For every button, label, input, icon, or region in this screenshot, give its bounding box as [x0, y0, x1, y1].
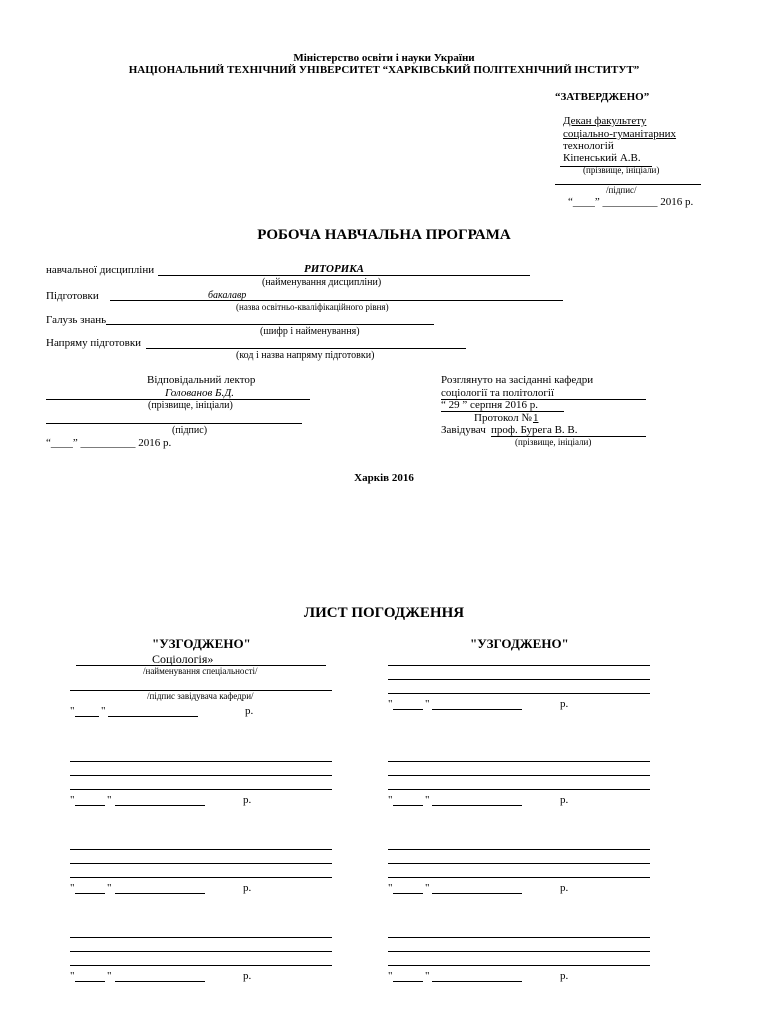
date-day-line	[393, 981, 423, 982]
speciality-value: Соціологія»	[152, 652, 214, 666]
date-day-line	[75, 981, 105, 982]
left-block3-line3	[70, 877, 332, 878]
right-block1-line1	[388, 665, 650, 666]
left-block4-line2	[70, 951, 332, 952]
left-block3-line1	[70, 849, 332, 850]
date-month-line	[108, 716, 198, 717]
date-day-line	[75, 805, 105, 806]
date-month-line	[115, 893, 205, 894]
date-quote-open: "	[70, 970, 75, 982]
right-block1-line3	[388, 693, 650, 694]
protocol-number: 1	[533, 412, 539, 424]
right-block3-line2	[388, 863, 650, 864]
date-quote-open: "	[388, 698, 393, 710]
head-label: Завідувач	[441, 424, 486, 436]
date-month-line	[115, 981, 205, 982]
date-quote-close: "	[425, 698, 430, 710]
right-block4-line1	[388, 937, 650, 938]
field-line	[106, 324, 434, 325]
lecturer-date: “____” __________ 2016 р.	[46, 437, 172, 449]
date-quote-close: "	[425, 882, 430, 894]
date-suffix: р.	[560, 698, 569, 710]
lecturer-name-caption: (прізвище, ініціали)	[148, 400, 233, 411]
training-line	[110, 300, 563, 301]
field-caption: (шифр і найменування)	[260, 326, 360, 337]
approval-date: “____” __________ 2016 р.	[568, 196, 694, 208]
right-block3-line3	[388, 877, 650, 878]
date-day-line	[393, 893, 423, 894]
direction-label: Напряму підготовки	[46, 337, 142, 349]
training-value: бакалавр	[208, 290, 247, 301]
program-title: РОБОЧА НАВЧАЛЬНА ПРОГРАМА	[257, 227, 511, 243]
right-block4-line2	[388, 951, 650, 952]
left-block2-line3	[70, 789, 332, 790]
date-quote-close: "	[107, 882, 112, 894]
right-block1-line2	[388, 679, 650, 680]
date-quote-open: "	[70, 882, 75, 894]
date-day-line	[393, 805, 423, 806]
training-label: Підготовки	[46, 290, 99, 302]
date-month-line	[432, 805, 522, 806]
department-line1: Розглянуто на засіданні кафедри	[441, 374, 594, 386]
date-month-line	[115, 805, 205, 806]
right-heading: "УЗГОДЖЕНО"	[470, 636, 569, 651]
dean-name: Кіпенський А.В.	[563, 152, 641, 164]
date-suffix: р.	[560, 794, 569, 806]
date-quote-close: "	[107, 970, 112, 982]
lecturer-sign-caption: (підпис)	[172, 425, 208, 436]
date-quote-close: "	[425, 970, 430, 982]
right-block2-line1	[388, 761, 650, 762]
date-suffix: р.	[560, 970, 569, 982]
date-suffix: р.	[560, 882, 569, 894]
lecturer-name: Голованов Б.Д.	[165, 387, 235, 399]
date-quote-open: "	[388, 970, 393, 982]
department-date: “ 29 ” серпня 2016 р.	[441, 399, 538, 411]
dean-title-line1: Декан факультету	[563, 115, 647, 127]
date-quote-close: "	[107, 794, 112, 806]
discipline-caption: (найменування дисципліни)	[262, 277, 382, 288]
date-quote-open: "	[388, 794, 393, 806]
university-name: НАЦІОНАЛЬНИЙ ТЕХНІЧНИЙ УНІВЕРСИТЕТ “ХАРКІВСЬКИЙ ПОЛІТЕХНІЧНИЙ ІНСТИТУТ”	[128, 64, 640, 76]
date-suffix: р.	[243, 882, 252, 894]
date-day-line	[75, 716, 99, 717]
lecturer-sign-line	[46, 423, 302, 424]
date-suffix: р.	[243, 794, 252, 806]
right-block4-line3	[388, 965, 650, 966]
left-block2-line1	[70, 761, 332, 762]
right-block3-line1	[388, 849, 650, 850]
left-heading: "УЗГОДЖЕНО"	[152, 636, 251, 651]
discipline-line	[158, 275, 530, 276]
date-day-line	[75, 893, 105, 894]
date-quote-open: "	[70, 705, 75, 717]
date-suffix: р.	[243, 970, 252, 982]
left-block4-line3	[70, 965, 332, 966]
dean-title-line3: технологій	[563, 140, 614, 152]
approval-stamp: “ЗАТВЕРДЖЕНО”	[555, 91, 650, 103]
head-name: проф. Бурега В. В.	[491, 424, 578, 436]
direction-line	[146, 348, 466, 349]
direction-caption: (код і назва напряму підготовки)	[236, 350, 375, 361]
left-block4-line1	[70, 937, 332, 938]
date-day-line	[393, 709, 423, 710]
dean-sign-caption: /підпис/	[606, 185, 637, 195]
department-line2: соціології та політології	[441, 387, 555, 399]
date-quote-open: "	[388, 882, 393, 894]
discipline-label: навчальної дисципліни	[46, 264, 155, 276]
agreement-title: ЛИСТ ПОГОДЖЕННЯ	[303, 605, 465, 621]
date-suffix: р.	[245, 705, 254, 717]
head-caption: (прізвище, ініціали)	[515, 437, 592, 447]
right-block2-line3	[388, 789, 650, 790]
dean-name-caption: (прізвище, ініціали)	[583, 165, 660, 175]
left-block3-line2	[70, 863, 332, 864]
date-quote-close: "	[425, 794, 430, 806]
city-year: Харків 2016	[354, 472, 414, 484]
date-quote-open: "	[70, 794, 75, 806]
discipline-value: РИТОРИКА	[304, 263, 365, 275]
head-sign-caption: /підпис завідувача кафедри/	[147, 691, 254, 701]
left-block2-line2	[70, 775, 332, 776]
date-month-line	[432, 709, 522, 710]
protocol-label: Протокол №	[474, 412, 532, 424]
field-label: Галузь знань	[46, 314, 107, 326]
date-month-line	[432, 981, 522, 982]
date-month-line	[432, 893, 522, 894]
training-caption: (назва освітньо-кваліфікаційного рівня)	[236, 302, 389, 312]
lecturer-title: Відповідальний лектор	[147, 374, 256, 386]
right-block2-line2	[388, 775, 650, 776]
date-quote-close: "	[101, 705, 106, 717]
ministry-name: Міністерство освіти і науки України	[293, 52, 475, 64]
dean-title-line2: соціально-гуманітарних	[563, 128, 677, 140]
speciality-caption: /найменування спеціальності/	[143, 666, 258, 676]
